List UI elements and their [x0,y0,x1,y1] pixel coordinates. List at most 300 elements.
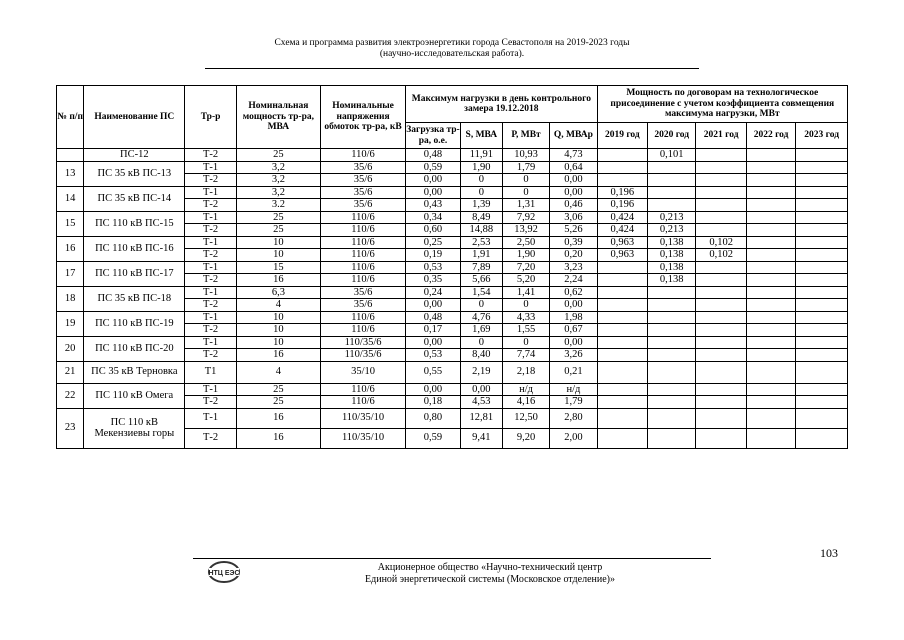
cell-s: 12,81 [460,408,502,428]
cell-y2019 [597,349,647,362]
cell-load: 0,43 [406,199,461,212]
cell-y2021 [696,211,746,224]
cell-voltage: 35/6 [320,286,405,299]
cell-y2020 [648,361,696,383]
cell-p: 0 [502,299,549,312]
cell-y2023 [796,236,848,249]
cell-y2023 [796,211,848,224]
cell-y2020: 0,138 [648,261,696,274]
header-title-line1: Схема и программа развития электроэнергетики города Севастополя на 2019-2023 годы [274,38,630,48]
table-header [57,86,848,149]
cell-voltage: 110/6 [320,324,405,337]
cell-s: 9,41 [460,428,502,448]
cell-q: 0,20 [550,249,597,262]
cell-y2021 [696,299,746,312]
cell-name: ПС 110 кВ Омега [84,383,185,408]
cell-y2022 [746,211,795,224]
cell-q: 3,23 [550,261,597,274]
cell-p: 0 [502,174,549,187]
cell-q: 0,46 [550,199,597,212]
cell-power: 10 [236,249,320,262]
footer-divider [193,558,711,559]
cell-load: 0,00 [406,383,461,396]
cell-voltage: 35/6 [320,174,405,187]
cell-power: 16 [236,349,320,362]
cell-power: 10 [236,311,320,324]
cell-load: 0,59 [406,161,461,174]
cell-y2023 [796,311,848,324]
cell-y2021 [696,349,746,362]
cell-y2020: 0,213 [648,224,696,237]
table-row [57,161,848,174]
col-header-contract-power: Мощность по договорам на технологическое присоединение с учетом коэффициента совмещения максимума нагрузки, МВт [597,86,847,123]
cell-y2023 [796,149,848,162]
cell-tr: Т-1 [185,236,237,249]
footer-org-line2: Единой энергетической системы (Московское отделение)» [365,574,615,585]
cell-num: 14 [57,186,84,211]
cell-power: 15 [236,261,320,274]
col-header-2023: 2023 год [796,123,848,149]
cell-voltage: 110/35/10 [320,408,405,428]
cell-y2019: 0,196 [597,199,647,212]
cell-q: 4,73 [550,149,597,162]
cell-s: 2,53 [460,236,502,249]
cell-voltage: 35/10 [320,361,405,383]
cell-num: 19 [57,311,84,336]
cell-load: 0,17 [406,324,461,337]
cell-y2023 [796,396,848,409]
cell-y2022 [746,349,795,362]
cell-voltage: 110/6 [320,274,405,287]
cell-voltage: 110/35/10 [320,428,405,448]
cell-p: 2,50 [502,236,549,249]
cell-power: 25 [236,396,320,409]
cell-s: 8,49 [460,211,502,224]
cell-y2022 [746,408,795,428]
cell-q: н/д [550,383,597,396]
cell-y2019: 0,963 [597,249,647,262]
cell-load: 0,35 [406,274,461,287]
cell-load: 0,25 [406,236,461,249]
cell-y2020: 0,101 [648,149,696,162]
table-row [57,261,848,274]
cell-power: 16 [236,428,320,448]
cell-tr: Т-1 [185,286,237,299]
cell-y2023 [796,324,848,337]
cell-y2019 [597,286,647,299]
cell-name: ПС 35 кВ ПС-14 [84,186,185,211]
cell-q: 0,00 [550,174,597,187]
page-number: 103 [820,546,838,560]
cell-power: 3,2 [236,161,320,174]
table-row [57,383,848,396]
cell-y2020: 0,138 [648,236,696,249]
cell-q: 0,00 [550,299,597,312]
cell-name: ПС-12 [84,149,185,162]
cell-y2019 [597,324,647,337]
cell-y2023 [796,174,848,187]
cell-voltage: 110/6 [320,249,405,262]
cell-y2020 [648,396,696,409]
cell-y2019 [597,408,647,428]
cell-tr: Т-1 [185,311,237,324]
cell-y2023 [796,249,848,262]
cell-num: 13 [57,161,84,186]
cell-power: 6,3 [236,286,320,299]
cell-y2020: 0,138 [648,274,696,287]
cell-p: 10,93 [502,149,549,162]
cell-tr: Т-2 [185,274,237,287]
cell-p: 1,31 [502,199,549,212]
cell-s: 0 [460,186,502,199]
logo-text: НТЦ ЕЭС [208,570,240,577]
cell-q: 0,00 [550,336,597,349]
cell-y2021 [696,361,746,383]
cell-voltage: 35/6 [320,199,405,212]
cell-y2023 [796,428,848,448]
cell-power: 4 [236,361,320,383]
cell-y2023 [796,361,848,383]
cell-voltage: 35/6 [320,186,405,199]
cell-y2022 [746,396,795,409]
col-header-max-load: Максимум нагрузки в день контрольного замера 19.12.2018 [406,86,597,123]
cell-voltage: 110/6 [320,396,405,409]
cell-name: ПС 110 кВ ПС-17 [84,261,185,286]
cell-p: 2,18 [502,361,549,383]
cell-tr: Т-2 [185,428,237,448]
cell-y2022 [746,261,795,274]
cell-y2020 [648,161,696,174]
cell-tr: Т-1 [185,408,237,428]
table-row [57,336,848,349]
cell-y2021 [696,324,746,337]
cell-num: 20 [57,336,84,361]
cell-q: 0,62 [550,286,597,299]
cell-s: 8,40 [460,349,502,362]
cell-y2022 [746,224,795,237]
cell-power: 3.2 [236,199,320,212]
cell-y2021: 0,102 [696,249,746,262]
col-header-q: Q, МВАр [550,123,597,149]
cell-voltage: 110/6 [320,211,405,224]
cell-name: ПС 110 кВ ПС-15 [84,211,185,236]
cell-y2019 [597,174,647,187]
cell-s: 11,91 [460,149,502,162]
cell-p: 1,41 [502,286,549,299]
cell-y2022 [746,286,795,299]
cell-num: 22 [57,383,84,408]
cell-y2022 [746,336,795,349]
cell-y2023 [796,286,848,299]
cell-voltage: 110/6 [320,311,405,324]
col-header-num: № п/п [57,86,84,149]
cell-load: 0,55 [406,361,461,383]
cell-y2021 [696,199,746,212]
cell-y2021 [696,174,746,187]
cell-q: 2,24 [550,274,597,287]
cell-tr: Т-2 [185,299,237,312]
cell-y2021 [696,336,746,349]
cell-q: 2,00 [550,428,597,448]
cell-s: 1,39 [460,199,502,212]
cell-name: ПС 110 кВ ПС-16 [84,236,185,261]
cell-y2019 [597,149,647,162]
cell-tr: Т-1 [185,186,237,199]
cell-q: 0,64 [550,161,597,174]
cell-tr: Т-1 [185,161,237,174]
cell-s: 1,91 [460,249,502,262]
cell-load: 0,60 [406,224,461,237]
cell-s: 5,66 [460,274,502,287]
table-row [57,286,848,299]
cell-y2021 [696,224,746,237]
cell-power: 10 [236,324,320,337]
header-divider [205,68,699,69]
cell-load: 0,80 [406,408,461,428]
table-row [57,211,848,224]
cell-power: 16 [236,408,320,428]
cell-name: ПС 110 кВ ПС-19 [84,311,185,336]
cell-y2020 [648,186,696,199]
cell-y2022 [746,311,795,324]
cell-q: 1,98 [550,311,597,324]
header-title-line2: (научно-исследовательская работа). [379,49,525,59]
cell-name: ПС 35 кВ ПС-13 [84,161,185,186]
cell-y2019 [597,428,647,448]
cell-y2020 [648,199,696,212]
cell-y2022 [746,149,795,162]
cell-y2020: 0,213 [648,211,696,224]
cell-y2020 [648,408,696,428]
cell-name: ПС 35 кВ ПС-18 [84,286,185,311]
cell-name: ПС 35 кВ Терновка [84,361,185,383]
cell-q: 3,26 [550,349,597,362]
cell-s: 4,76 [460,311,502,324]
cell-p: 7,74 [502,349,549,362]
ntc-ees-logo [205,558,243,588]
cell-y2022 [746,186,795,199]
cell-y2019 [597,336,647,349]
cell-q: 3,06 [550,211,597,224]
cell-load: 0,00 [406,336,461,349]
cell-y2021 [696,396,746,409]
cell-tr: Т-2 [185,174,237,187]
cell-y2020 [648,428,696,448]
cell-voltage: 110/6 [320,261,405,274]
cell-p: 7,20 [502,261,549,274]
cell-num: 16 [57,236,84,261]
cell-load: 0,18 [406,396,461,409]
cell-s: 2,19 [460,361,502,383]
col-header-voltage: Номинальные напряжения обмоток тр-ра, кВ [320,86,405,149]
cell-p: 13,92 [502,224,549,237]
cell-voltage: 35/6 [320,299,405,312]
cell-tr: Т-2 [185,396,237,409]
cell-s: 1,90 [460,161,502,174]
cell-y2022 [746,383,795,396]
cell-load: 0,34 [406,211,461,224]
cell-y2019 [597,383,647,396]
cell-y2020 [648,349,696,362]
cell-y2021: 0,102 [696,236,746,249]
cell-s: 4,53 [460,396,502,409]
cell-y2019: 0,424 [597,211,647,224]
cell-y2019 [597,361,647,383]
col-header-2019: 2019 год [597,123,647,149]
cell-load: 0,00 [406,299,461,312]
cell-tr: Т-2 [185,349,237,362]
cell-y2020 [648,311,696,324]
col-header-power: Номинальная мощность тр-ра, МВА [236,86,320,149]
col-header-load: Загрузка тр-ра, о.е. [406,123,461,149]
cell-y2019 [597,299,647,312]
cell-num: 21 [57,361,84,383]
cell-y2019 [597,161,647,174]
cell-y2023 [796,186,848,199]
cell-y2019: 0,196 [597,186,647,199]
col-header-tr: Тр-р [185,86,237,149]
cell-y2022 [746,249,795,262]
cell-p: 7,92 [502,211,549,224]
cell-power: 25 [236,149,320,162]
cell-power: 3,2 [236,186,320,199]
cell-tr: Т-1 [185,261,237,274]
cell-power: 4 [236,299,320,312]
cell-power: 10 [236,236,320,249]
cell-s: 14,88 [460,224,502,237]
cell-voltage: 35/6 [320,161,405,174]
cell-voltage: 110/35/6 [320,349,405,362]
cell-s: 1,54 [460,286,502,299]
cell-tr: Т-2 [185,324,237,337]
cell-tr: Т-2 [185,249,237,262]
table-body [57,149,848,449]
cell-s: 0 [460,336,502,349]
cell-load: 0,00 [406,174,461,187]
cell-y2019 [597,396,647,409]
cell-voltage: 110/6 [320,383,405,396]
cell-power: 25 [236,383,320,396]
cell-y2020 [648,383,696,396]
cell-y2021 [696,383,746,396]
table-row [57,408,848,428]
cell-load: 0,19 [406,249,461,262]
cell-y2019 [597,311,647,324]
cell-p: н/д [502,383,549,396]
cell-q: 2,80 [550,408,597,428]
cell-q: 0,67 [550,324,597,337]
cell-y2023 [796,336,848,349]
cell-y2021 [696,161,746,174]
cell-y2019: 0,424 [597,224,647,237]
cell-y2019 [597,261,647,274]
cell-y2023 [796,274,848,287]
cell-power: 10 [236,336,320,349]
cell-p: 1,90 [502,249,549,262]
footer-org [300,562,680,586]
cell-power: 25 [236,224,320,237]
cell-num: 17 [57,261,84,286]
cell-y2022 [746,199,795,212]
cell-s: 0 [460,299,502,312]
cell-y2020 [648,299,696,312]
cell-tr: Т1 [185,361,237,383]
cell-y2023 [796,224,848,237]
cell-y2022 [746,361,795,383]
cell-y2022 [746,299,795,312]
cell-y2023 [796,161,848,174]
cell-power: 25 [236,211,320,224]
cell-q: 5,26 [550,224,597,237]
cell-tr: Т-1 [185,211,237,224]
cell-y2021 [696,428,746,448]
cell-y2022 [746,236,795,249]
cell-s: 7,89 [460,261,502,274]
cell-power: 16 [236,274,320,287]
cell-y2019 [597,274,647,287]
page-header [0,38,904,60]
cell-y2023 [796,408,848,428]
cell-y2023 [796,299,848,312]
cell-num: 23 [57,408,84,448]
cell-q: 1,79 [550,396,597,409]
cell-tr: Т-1 [185,383,237,396]
cell-y2020 [648,286,696,299]
cell-voltage: 110/35/6 [320,336,405,349]
cell-tr: Т-2 [185,224,237,237]
cell-load: 0,53 [406,261,461,274]
cell-p: 12,50 [502,408,549,428]
table-row [57,361,848,383]
cell-y2021 [696,408,746,428]
cell-y2020 [648,174,696,187]
cell-name: ПС 110 кВ Мекензиевы горы [84,408,185,448]
cell-y2020 [648,324,696,337]
cell-p: 4,33 [502,311,549,324]
cell-p: 9,20 [502,428,549,448]
cell-y2021 [696,274,746,287]
table-row [57,186,848,199]
cell-q: 0,00 [550,186,597,199]
cell-load: 0,53 [406,349,461,362]
cell-y2019: 0,963 [597,236,647,249]
cell-y2022 [746,274,795,287]
col-header-2020: 2020 год [648,123,696,149]
cell-y2021 [696,311,746,324]
cell-voltage: 110/6 [320,236,405,249]
cell-y2023 [796,383,848,396]
cell-q: 0,39 [550,236,597,249]
col-header-p: Р, МВт [502,123,549,149]
cell-name: ПС 110 кВ ПС-20 [84,336,185,361]
cell-y2022 [746,428,795,448]
cell-tr: Т-2 [185,149,237,162]
cell-load: 0,48 [406,149,461,162]
footer-org-line1: Акционерное общество «Научно-технический центр [377,562,603,573]
cell-num: 18 [57,286,84,311]
cell-load: 0,00 [406,186,461,199]
cell-tr: Т-2 [185,199,237,212]
cell-load: 0,24 [406,286,461,299]
cell-y2023 [796,261,848,274]
cell-y2021 [696,186,746,199]
cell-s: 0 [460,174,502,187]
cell-p: 4,16 [502,396,549,409]
cell-s: 1,69 [460,324,502,337]
cell-y2022 [746,174,795,187]
col-header-s: S, МВА [460,123,502,149]
col-header-2022: 2022 год [746,123,795,149]
